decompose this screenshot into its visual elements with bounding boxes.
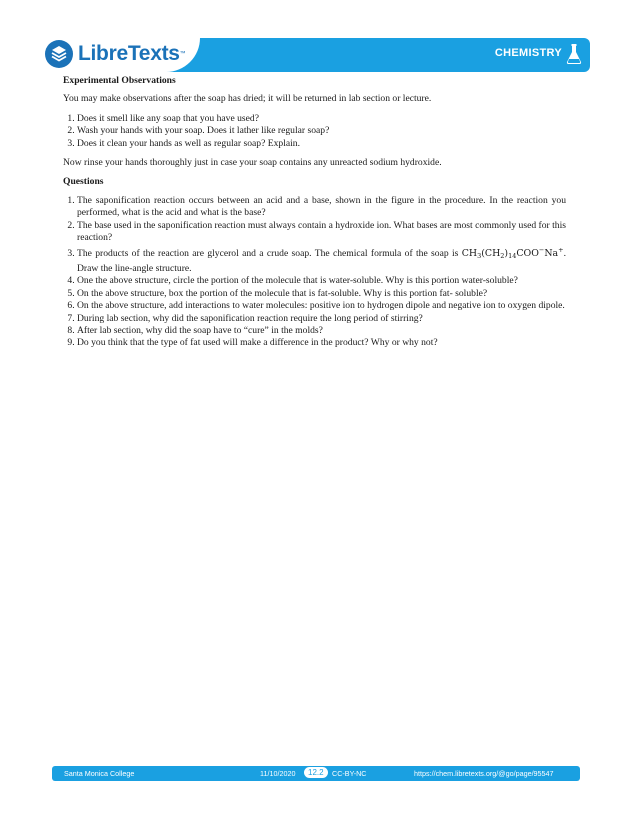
question-item (77, 244, 566, 275)
question-item: 5. On the above structure, box the portion of the molecule that is fat-soluble. Why is this portion fat- soluble? (77, 288, 566, 300)
observations-heading: Experimental Observations (63, 75, 176, 86)
page-content (63, 75, 566, 357)
footer-date: 11/10/2020 (260, 769, 296, 778)
question-text: . Draw the line-angle structure. (77, 248, 566, 274)
questions-list (63, 195, 566, 350)
list-item: 1. Does it smell like any soap that you have used? (77, 113, 566, 125)
formula-part: ) (504, 248, 509, 260)
question-item: 1. The saponification reaction occurs between an acid and a base, shown in the figure in the procedure. In the reaction you performed, what is the acid and what is the base? (77, 195, 566, 220)
observations-outro: Now rinse your hands thoroughly just in case your soap contains any unreacted sodium hydroxide. (63, 157, 442, 169)
footer-license: CC-BY-NC (332, 769, 367, 778)
formula-subscript: 3 (477, 252, 482, 261)
soap-formula (462, 248, 564, 259)
questions-heading: Questions (63, 176, 104, 188)
question-item: 6. On the above structure, add interactions to water molecules: positive ion to hydrogen dipole and negative ion to oxygen dipole. (77, 300, 566, 312)
formula-superscript: − (538, 246, 545, 255)
list-item: 2. Wash your hands with your soap. Does it lather like regular soap? (77, 125, 566, 137)
question-text: The products of the reaction are glycerol and a crude soap. The chemical formula of the soap is (77, 248, 462, 260)
formula-part: COO (516, 248, 539, 260)
page-footer (52, 766, 580, 781)
question-item: 7. During lab section, why did the saponification reaction require the long period of stirring? (77, 313, 566, 325)
flask-icon (566, 43, 582, 65)
libretexts-logo-icon (44, 39, 74, 69)
formula-part: Na (544, 248, 559, 260)
formula-subscript: 14 (508, 252, 517, 261)
question-item: 2. The base used in the saponification reaction must always contain a hydroxide ion. What bases are most commonly used for this reaction? (77, 220, 566, 245)
formula-part: CH (461, 248, 478, 260)
question-item: 8. After lab section, why did the soap have to “cure” in the molds? (77, 325, 566, 337)
page-header (44, 38, 590, 72)
observations-list (63, 113, 566, 150)
question-item: 4. One the above structure, circle the portion of the molecule that is water-soluble. Why is this portion water-soluble? (77, 275, 566, 287)
list-item: 3. Does it clean your hands as well as regular soap? Explain. (77, 138, 566, 150)
logo-trademark: ™ (179, 51, 186, 57)
formula-subscript: 2 (500, 252, 505, 261)
subject-label: CHEMISTRY (494, 47, 562, 59)
footer-organization: Santa Monica College (64, 769, 135, 778)
footer-url-link[interactable]: https://chem.libretexts.org/@go/page/95547 (414, 769, 554, 778)
observations-intro: You may make observations after the soap has dried; it will be returned in lab section or lecture. (63, 93, 432, 105)
libretexts-logo[interactable] (44, 36, 186, 72)
logo-text: LibreTexts (78, 42, 180, 65)
question-item: 9. Do you think that the type of fat used will make a difference in the product? Why or why not? (77, 337, 566, 349)
footer-page-number: 12.2 (304, 767, 328, 778)
formula-part: (CH (481, 248, 501, 260)
formula-superscript: + (558, 246, 564, 255)
